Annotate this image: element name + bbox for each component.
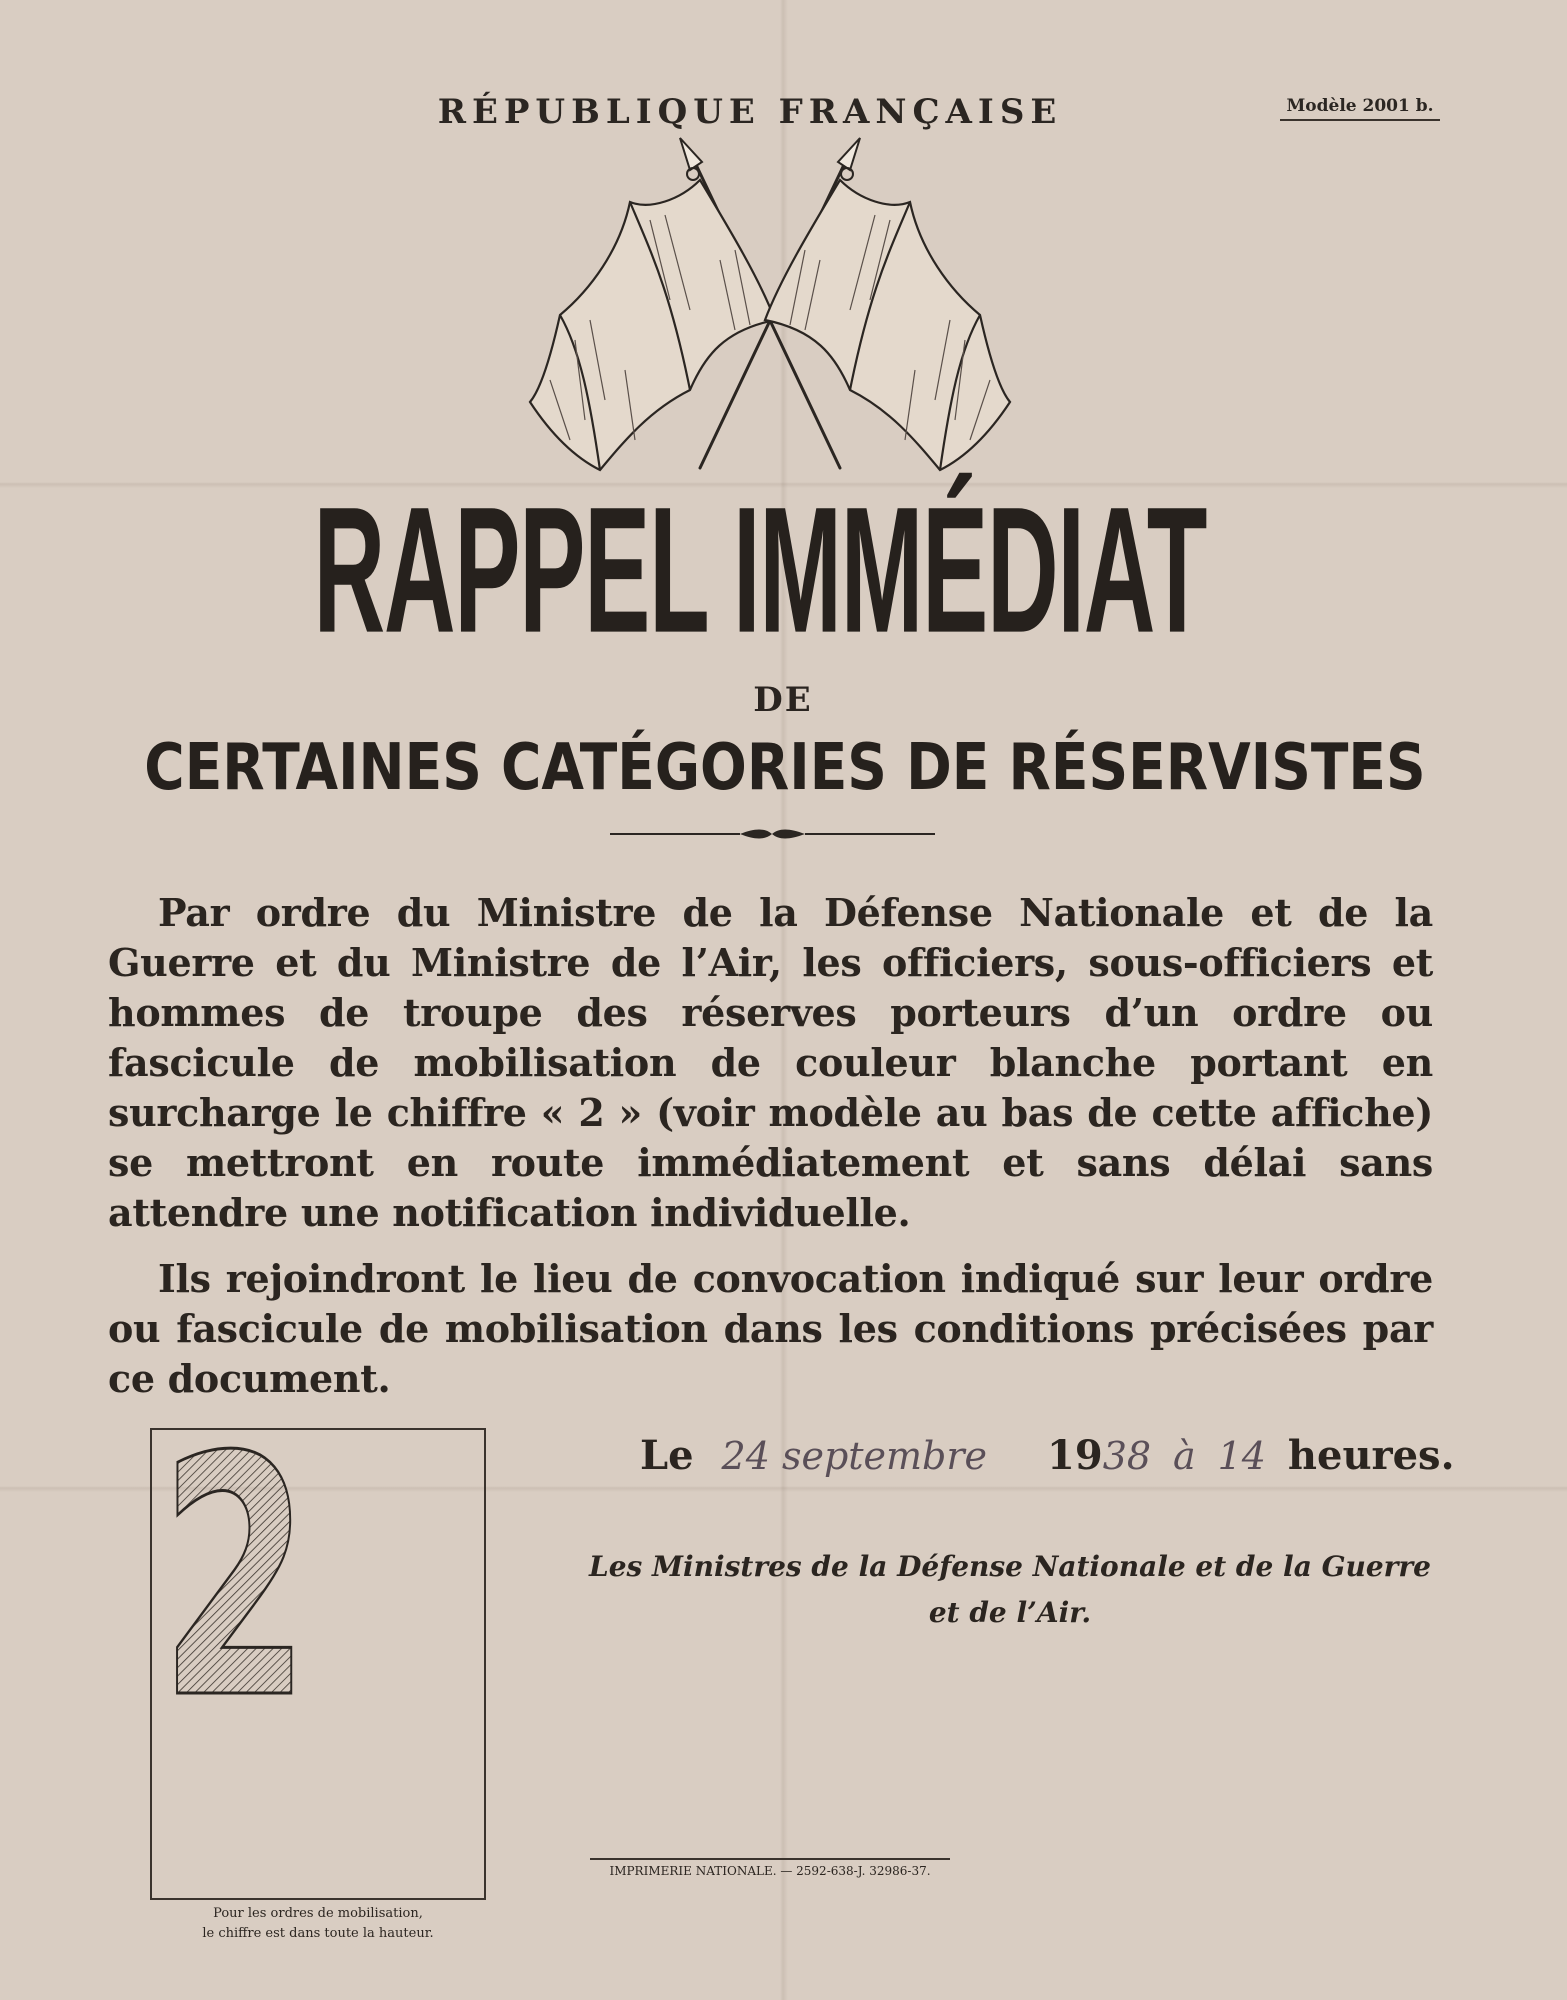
subtitle-text: CERTAINES CATÉGORIES DE RÉSERVISTES xyxy=(144,731,1426,805)
order-paragraph-1: Par ordre du Ministre de la Défense Nationale et de la Guerre et du Ministre de l’Air, les officiers, sous-officiers et hommes de troupe des réserves porteurs d’un ordre ou fascicule de mobilisation de couleur blanche portant en surcharge le chiffre « 2 » (voir modèle au bas de cette affiche) se mettront en route immédiatement et sans délai sans attendre une notification individuelle. xyxy=(108,890,1433,1235)
caption-line-1: Pour les ordres de mobilisation, xyxy=(213,1906,423,1921)
headline-text: RAPPEL IMMÉDIAT xyxy=(313,469,1207,670)
headline-subtitle xyxy=(100,728,1470,808)
divider-ornament xyxy=(610,826,935,842)
handwritten-hour: 14 xyxy=(1217,1434,1266,1478)
crossed-flags-icon xyxy=(530,140,1010,480)
headline-connector: DE xyxy=(753,680,813,720)
year-printed: 19 xyxy=(1047,1432,1103,1479)
specimen-numeral-text: 2 xyxy=(160,1387,310,1771)
handwritten-at: à xyxy=(1173,1434,1196,1478)
specimen-numeral xyxy=(155,1387,315,1771)
year-handwritten: 38 xyxy=(1102,1434,1152,1478)
ministers-signature xyxy=(560,1544,1460,1636)
specimen-caption xyxy=(150,1904,486,1944)
handwritten-date: 24 septembre xyxy=(721,1434,988,1478)
caption-line-2: le chiffre est dans toute la hauteur. xyxy=(202,1926,434,1941)
order-paragraph-2: Ils rejoindront le lieu de convocation indiqué sur leur ordre ou fascicule de mobilisation dans les conditions précisées par ce document. xyxy=(108,1256,1433,1401)
model-reference: Modèle 2001 b. xyxy=(1280,96,1440,121)
date-suffix: heures. xyxy=(1287,1432,1455,1479)
date-prefix: Le xyxy=(640,1432,694,1479)
republique-heading: RÉPUBLIQUE FRANÇAISE xyxy=(437,92,1063,132)
signature-line-2: et de l’Air. xyxy=(928,1596,1092,1629)
signature-line-1: Les Ministres de la Défense Nationale et de la Guerre xyxy=(589,1550,1431,1583)
headline-rappel-immediat xyxy=(200,469,1320,670)
printer-imprint: IMPRIMERIE NATIONALE. — 2592-638-J. 32986-37. xyxy=(590,1858,950,1878)
date-line xyxy=(640,1432,1455,1492)
